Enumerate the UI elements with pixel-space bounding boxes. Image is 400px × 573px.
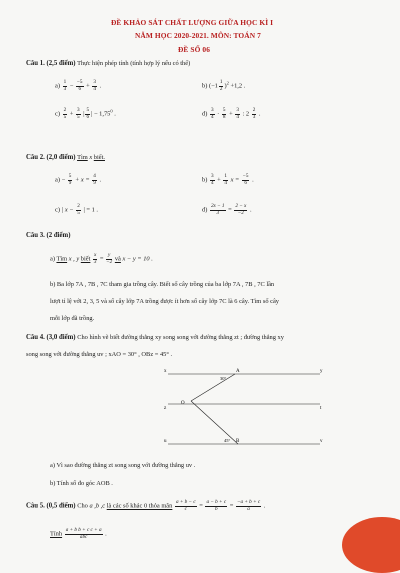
q5-label: Câu 5. (26, 502, 45, 510)
q1-d: d) $\frac{3}{4}$ · $\frac{5}{8}$ + $\frac{3}{4}$ : 2 $\frac{2}{3}$ . (202, 107, 261, 121)
fraction: $\frac{2}{5}$ (63, 107, 67, 121)
exam-code: ĐỀ SỐ 06 (178, 45, 211, 54)
q4-label: Câu 4. (26, 334, 45, 341)
fraction: $\frac{5}{6}$ (86, 107, 90, 121)
q2-b-label: b) (202, 176, 208, 184)
q5-vars: a ,b ,c (89, 502, 106, 510)
fraction: $\frac{4}{9}$ (93, 173, 96, 187)
fraction: $\frac{y}{-2}$ (106, 252, 113, 266)
q5-calc-label: Tính (50, 530, 63, 538)
fraction: $\frac{a + b - c}{c}$ (175, 499, 196, 513)
q5-text2: là các số khác 0 thỏa mãn (106, 502, 173, 510)
fraction: $\frac{1}{2}$ (219, 79, 223, 93)
fraction: $\frac{2x - 1}{3}$ (210, 203, 225, 217)
label-v: v (320, 439, 323, 444)
segment-OB (191, 401, 238, 444)
q1-b: b) (−1 $\frac{1}{2}$ )$^2$ +1,2 . (202, 79, 246, 93)
q1-c: c) $\frac{2}{5}$ + $\frac{3}{5}$ | $\frac{5}{6}$ | − $1,75^0$ . (55, 107, 116, 121)
q4-line2: song song với đường thẳng uv ; xAO = 30° , OBz = 45° . (26, 351, 173, 358)
label-y: y (320, 369, 323, 374)
q1-points: (2,5 điểm) (46, 60, 76, 67)
q4-b: b) Tính số đo góc AOB . (50, 480, 113, 487)
fraction: $\frac{2 - x}{-2}$ (235, 203, 247, 217)
label-30: 30° (220, 376, 227, 381)
q2-a-label: a) (55, 176, 60, 184)
q3-points: (2 điểm) (46, 232, 71, 239)
q2-b: b) $\frac{3}{4}$ + $\frac{1}{4}$ x = $\frac{-5}{6}$ . (202, 173, 254, 187)
fraction: $\frac{3}{4}$ (210, 173, 214, 187)
q2-label: Câu 2. (26, 154, 45, 161)
q5-text1: Cho (77, 502, 88, 510)
fraction: $\frac{3}{4}$ (93, 79, 96, 93)
q1-heading (26, 60, 190, 67)
label-u: u (164, 439, 167, 444)
q3-b-line2: lượt tỉ lệ với 2, 3, 5 và số cây lớp 7A trồng được ít hơn số cây lớp 7C là 6 cây. Tìm số cây (50, 298, 280, 305)
q2-c: c) | x − $\frac{2}{5}$ | = 1 . (55, 203, 98, 217)
q4-points: (3,0 điểm) (46, 334, 76, 341)
q4-line1: Cho hình vẽ biết đường thẳng xy song song với đường thẳng zt ; đường thẳng xy (77, 334, 284, 341)
q3-label: Câu 3. (26, 232, 45, 239)
q1-c-label: c) (55, 110, 60, 118)
fraction: $\frac{3}{5}$ (77, 107, 80, 121)
q4-heading (26, 334, 284, 341)
fraction: $\frac{x}{3}$ (93, 252, 97, 266)
fraction: $\frac{3}{4}$ (236, 107, 239, 121)
q3-b-line1: b) Ba lớp 7A , 7B , 7C tham gia trồng cây. Biết số cây trồng của ba lớp 7A , 7B , 7C lần (50, 281, 275, 288)
label-45: 45° (224, 438, 231, 443)
q2-a: a) − $\frac{5}{9}$ + x = $\frac{4}{9}$ . (55, 173, 102, 187)
fraction: $\frac{1}{3}$ (63, 79, 67, 93)
label-t: t (320, 406, 322, 411)
fraction: $\frac{a - b + c}{b}$ (206, 499, 227, 513)
q1-a-label: a) (55, 82, 60, 90)
q3-a: a) Tìm x , y biết $\frac{x}{3}$ = $\frac{y}{-2}$ và x − y = 10 . (50, 252, 153, 266)
geometry-figure (150, 364, 330, 456)
fraction: $\frac{3}{4}$ (210, 107, 214, 121)
q5-points: (0,5 điểm) (46, 502, 76, 510)
q2-d: d) $\frac{2x - 1}{3}$ = $\frac{2 - x}{-2}$ . (202, 203, 252, 217)
q2-text: Tìm (77, 154, 88, 161)
q5-heading: Câu 5. (0,5 điểm) Cho a ,b ,c là các số khác 0 thỏa mãn $\frac{a + b - c}{c}$ = $\frac{a - b + c}{b}$ = $\frac{-a + b + c}{a}$ . (26, 499, 266, 513)
q1-a: a) $\frac{1}{3}$ − $\frac{-5}{6}$ + $\frac{3}{4}$ . (55, 79, 102, 93)
floating-action-button[interactable] (342, 517, 400, 573)
label-B: B (236, 439, 240, 444)
label-O: O (181, 401, 185, 406)
fraction: $\frac{-5}{6}$ (242, 173, 249, 187)
fraction: a + b b + c c + a abc (65, 527, 102, 541)
fraction: $\frac{-a + b + c}{a}$ (236, 499, 261, 513)
label-A: A (236, 369, 240, 374)
fraction: $\frac{2}{5}$ (77, 203, 80, 217)
label-x: x (164, 369, 167, 374)
q2-heading (26, 154, 105, 161)
fraction: $\frac{1}{4}$ (224, 173, 227, 187)
q3-heading (26, 232, 70, 239)
fraction: $\frac{2}{3}$ (252, 107, 256, 121)
q1-d-label: d) (202, 110, 208, 118)
exam-title: ĐỀ KHẢO SÁT CHẤT LƯỢNG GIỮA HỌC KÌ I (111, 18, 274, 27)
fraction: $\frac{-5}{6}$ (77, 79, 83, 93)
q2-points: (2,0 điểm) (46, 154, 76, 161)
q2-d-label: d) (202, 206, 208, 214)
q3-a-label: a) (50, 255, 55, 263)
exam-year-subject: NĂM HỌC 2020-2021. MÔN: TOÁN 7 (135, 31, 261, 40)
q5-calc: Tính a + b b + c c + a abc . (50, 527, 107, 541)
fraction: $\frac{5}{8}$ (222, 107, 226, 121)
segment-AO (191, 374, 235, 401)
q2-var: x (89, 154, 93, 161)
q1-text: Thực hiện phép tính (tính hợp lý nếu có thể) (77, 60, 191, 67)
q1-b-label: b) (202, 82, 208, 90)
label-z: z (164, 406, 167, 411)
q3-b-line3: mỗi lớp đã trồng. (50, 315, 95, 322)
q1-label: Câu 1. (26, 60, 45, 67)
q2-c-label: c) (55, 206, 60, 214)
q2-text2: biết. (93, 154, 105, 161)
q4-a: a) Vì sao đường thẳng zt song song với đường thẳng uv . (50, 462, 196, 469)
fraction: $\frac{5}{9}$ (68, 173, 72, 187)
